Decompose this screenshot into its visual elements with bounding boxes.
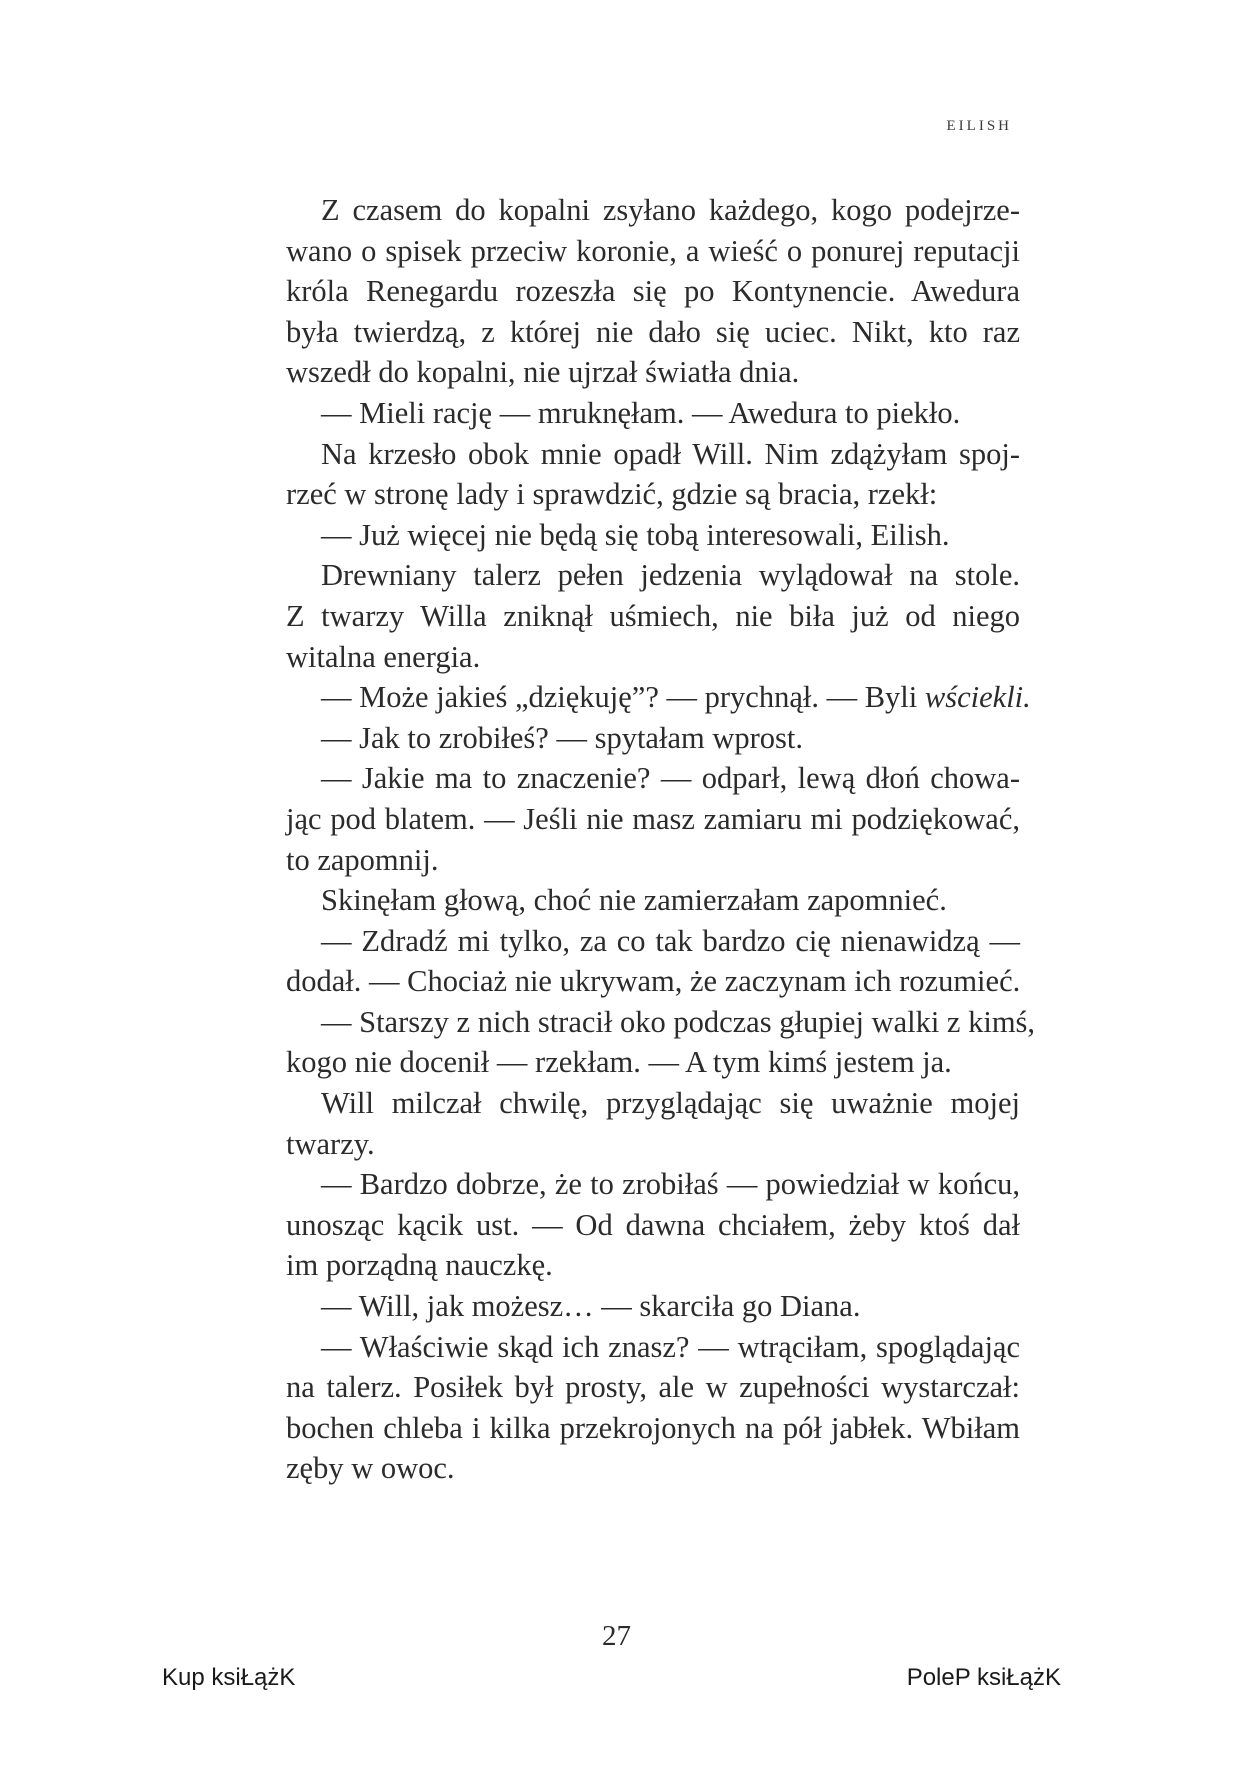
text-line-content: — Może jakieś „dziękuję”? — prychnął. — Byli — [321, 680, 925, 715]
text-line — [286, 1245, 1020, 1286]
text-line — [286, 840, 1020, 881]
text-line — [286, 1286, 1020, 1327]
text-line — [286, 352, 1020, 393]
text-line-content: — Już więcej nie będą się tobą interesowali, Eilish. — [321, 517, 950, 552]
running-head: EILISH — [946, 118, 1012, 134]
text-line — [286, 271, 1020, 312]
text-line-content: — Jak to zrobiłeś? — spytałam wprost. — [321, 720, 803, 755]
text-line — [286, 799, 1020, 840]
text-line-content: zęby w owoc. — [286, 1451, 455, 1486]
text-line-content: bochen chleba i kilka przekrojonych na pół jabłek. Wbiłam — [286, 1410, 1020, 1445]
text-line-emphasis: wściekli. — [924, 680, 1031, 715]
text-line — [286, 1327, 1020, 1368]
text-line — [286, 677, 1031, 718]
text-line — [286, 393, 1020, 434]
text-line-content: — Jakie ma to znaczenie? — odparł, lewą dłoń chowa- — [321, 761, 1020, 796]
text-line-content: Skinęłam głową, choć nie zamierzałam zapomnieć. — [321, 883, 947, 918]
text-line — [286, 961, 1020, 1002]
text-line — [286, 1367, 1020, 1408]
text-line-content: Drewniany talerz pełen jedzenia wylądował na stole. — [321, 558, 1020, 593]
text-line-content: to zapomnij. — [286, 842, 439, 877]
text-line — [286, 758, 1020, 799]
text-line-content: kogo nie docenił — rzekłam. — A tym kimś jestem ja. — [286, 1045, 952, 1080]
text-line-content: Na krzesło obok mnie opadł Will. Nim zdążyłam spoj- — [321, 436, 1020, 471]
text-line — [286, 312, 1020, 353]
text-line — [286, 637, 1020, 678]
text-line-content: dodał. — Chociaż nie ukrywam, że zaczynam ich rozumieć. — [286, 964, 1021, 999]
text-line-content: Z twarzy Willa zniknął uśmiech, nie biła już od niego — [286, 598, 1020, 633]
text-line — [286, 880, 1020, 921]
text-line — [286, 1124, 1020, 1165]
text-line-content: — Mieli rację — mruknęłam. — Awedura to piekło. — [321, 395, 961, 430]
text-line-content: witalna energia. — [286, 639, 481, 674]
text-line — [286, 1002, 1036, 1043]
text-line-content: była twierdzą, z której nie dało się uciec. Nikt, kto raz — [286, 314, 1020, 349]
text-line — [286, 434, 1020, 475]
text-line-content: unosząc kącik ust. — Od dawna chciałem, żeby ktoś dał — [286, 1207, 1020, 1242]
text-line — [286, 596, 1020, 637]
text-line-content: twarzy. — [286, 1126, 375, 1161]
text-line-content: rzeć w stronę lady i sprawdzić, gdzie są bracia, rzekł: — [286, 477, 938, 512]
text-line-content: Will milczał chwilę, przyglądając się uważnie mojej — [321, 1086, 1020, 1121]
text-line-content: — Starszy z nich stracił oko podczas głupiej walki z kimś, — [321, 1004, 1036, 1039]
text-line-content: wszedł do kopalni, nie ujrzał światła dnia. — [286, 355, 800, 390]
text-line — [286, 1083, 1020, 1124]
text-line — [286, 474, 1020, 515]
text-line — [286, 231, 1020, 272]
text-line — [286, 515, 1020, 556]
text-line-content: jąc pod blatem. — Jeśli nie masz zamiaru mi podziękować, — [286, 801, 1020, 836]
text-line-content: — Zdradź mi tylko, za co tak bardzo cię nienawidzą — — [321, 923, 1020, 958]
text-line-content: — Bardzo dobrze, że to zrobiłaś — powiedział w końcu, — [321, 1167, 1020, 1202]
recommend-book-link[interactable]: PoleP ksiŁążK — [906, 1664, 1061, 1691]
text-line-content: króla Renegardu rozeszła się po Kontynencie. Awedura — [286, 274, 1020, 309]
page-number: 27 — [602, 1620, 631, 1652]
text-line — [286, 1408, 1020, 1449]
text-line-content: — Właściwie skąd ich znasz? — wtrąciłam, spoglądając — [321, 1329, 1020, 1364]
buy-book-link[interactable]: Kup ksiŁążK — [162, 1664, 296, 1691]
text-line-content: wano o spisek przeciw koronie, a wieść o ponurej reputacji — [286, 233, 1020, 268]
text-line-content: — Will, jak możesz… — skarciła go Diana. — [321, 1289, 861, 1324]
text-line — [286, 921, 1020, 962]
text-line — [286, 1042, 1020, 1083]
text-line — [286, 1164, 1020, 1205]
text-line — [286, 1448, 1020, 1489]
text-line — [286, 718, 1020, 759]
text-line-content: im porządną nauczkę. — [286, 1248, 553, 1283]
text-line — [286, 1205, 1020, 1246]
body-text — [286, 190, 1036, 1489]
text-line — [286, 190, 1020, 231]
text-line-content: na talerz. Posiłek był prosty, ale w zupełności wystarczał: — [286, 1370, 1020, 1405]
text-line-content: Z czasem do kopalni zsyłano każdego, kogo podejrze- — [321, 193, 1020, 227]
text-line — [286, 555, 1020, 596]
